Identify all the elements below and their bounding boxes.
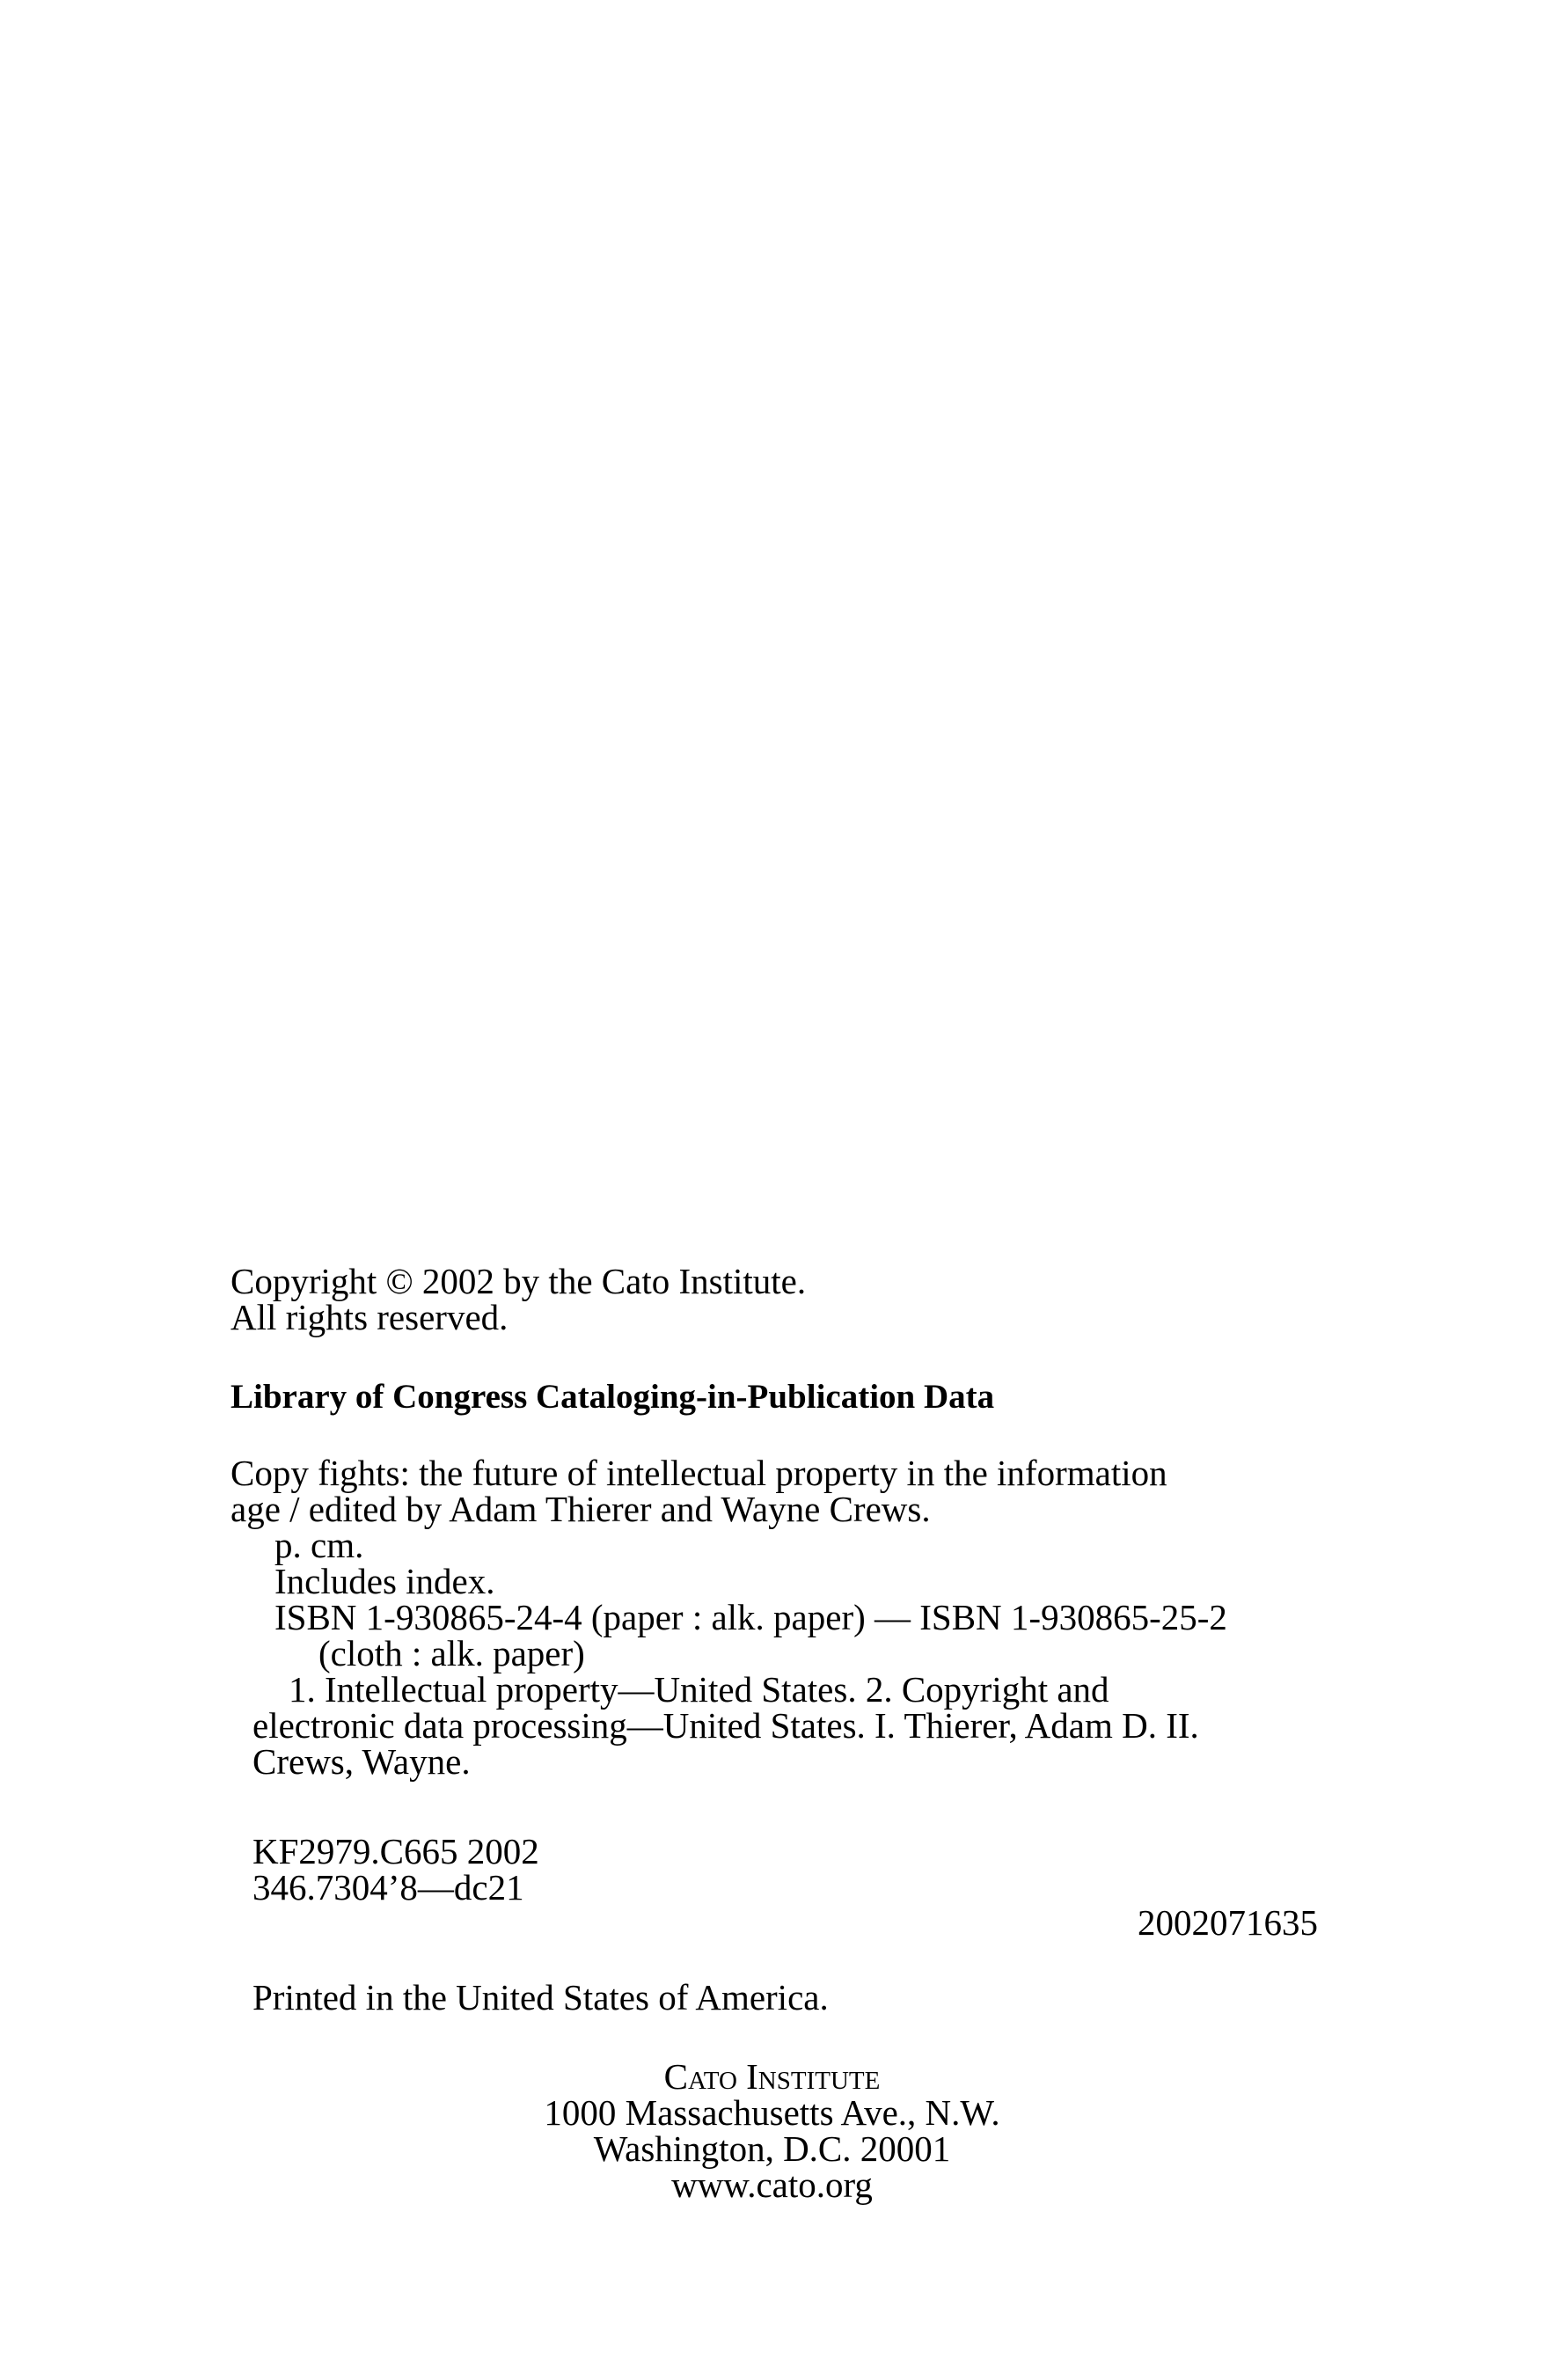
printed-in-notice: Printed in the United States of America. (252, 1977, 829, 2018)
publisher-name: Cato Institute (663, 2056, 881, 2097)
lc-call-number: KF2979.C665 2002 (252, 1831, 539, 1871)
publisher-address-city: Washington, D.C. 20001 (593, 2128, 951, 2169)
cip-subjects-line-1: 1. Intellectual property—United States. 2. Copyright and (289, 1669, 1109, 1710)
cip-isbn-line: ISBN 1-930865-24-4 (paper : alk. paper) — ISBN 1-930865-25-2 (274, 1597, 1227, 1637)
rights-reserved-line: All rights reserved. (231, 1297, 509, 1337)
cip-isbn-cloth: (cloth : alk. paper) (318, 1633, 585, 1673)
classification-numbers (252, 1831, 539, 1908)
cip-heading: Library of Congress Cataloging-in-Publication Data (231, 1378, 995, 1416)
cip-record (231, 1455, 1227, 1780)
publisher-address-street: 1000 Massachusetts Ave., N.W. (544, 2092, 1000, 2133)
cip-subjects-line-2: electronic data processing—United States. I. Thierer, Adam D. II. (252, 1705, 1199, 1746)
dewey-number: 346.7304’8—dc21 (252, 1867, 524, 1908)
publisher-website: www.cato.org (671, 2164, 873, 2205)
copyright-notice (231, 1263, 806, 1336)
lccn-number: 2002071635 (1138, 1902, 1318, 1943)
cip-subjects-line-3: Crews, Wayne. (252, 1741, 471, 1782)
publisher-info (0, 2056, 1544, 2205)
cip-note-index: Includes index. (274, 1561, 495, 1601)
cip-physical-description: p. cm. (274, 1525, 364, 1565)
cip-title-line-2: age / edited by Adam Thierer and Wayne Crews. (231, 1489, 931, 1529)
copyright-line: Copyright © 2002 by the Cato Institute. (231, 1261, 807, 1301)
cip-title-line-1: Copy fights: the future of intellectual property in the information (231, 1453, 1167, 1493)
